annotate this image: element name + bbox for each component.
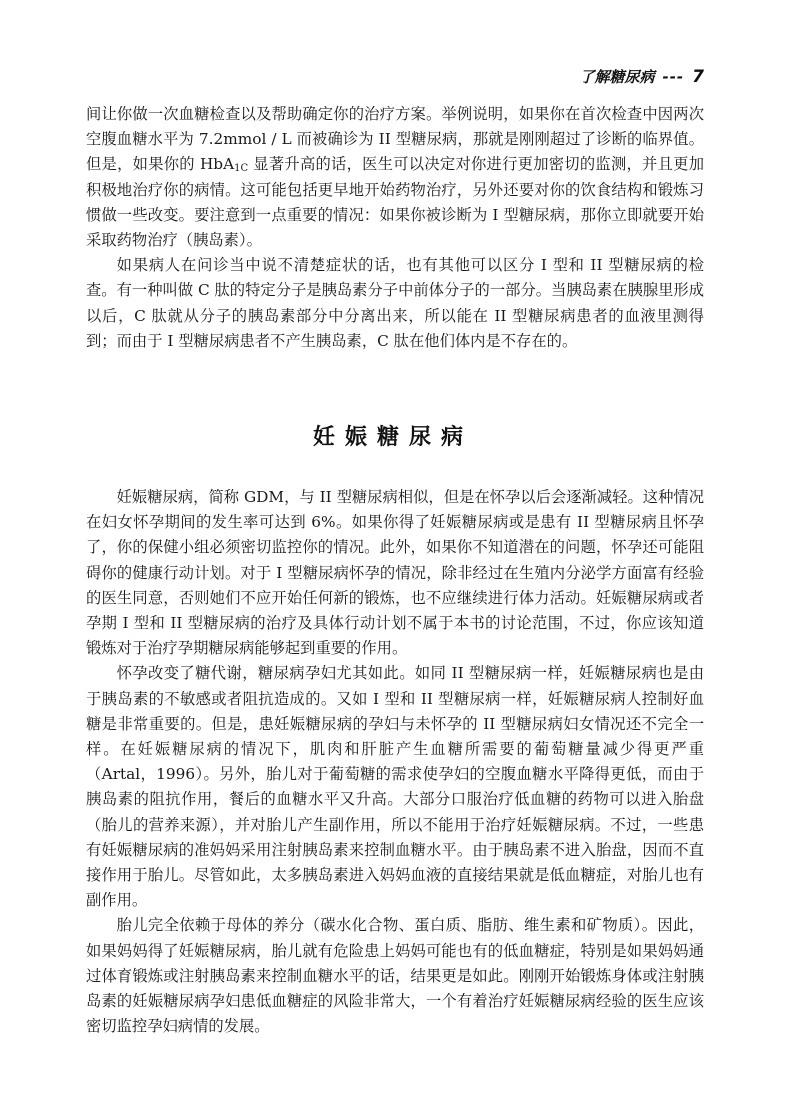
paragraph-2: 如果病人在问诊当中说不清楚症状的话，也有其他可以区分 I 型和 II 型糖尿病的检查。有一种叫做 C 肽的特定分子是胰岛素分子中前体分子的一部分。当胰岛素在胰腺里形成以后，C 肽就从分子的胰岛素部分中分离出来，所以能在 II 型糖尿病患者的血液里测得到；而由于 I 型糖尿病患者不产生胰岛素，C 肽在他们体内是不存在的。 xyxy=(86,256,705,350)
running-head-title: 了解糖尿病 xyxy=(579,68,655,86)
running-head-dashes: --- xyxy=(662,68,685,86)
running-head xyxy=(579,66,704,87)
section-paragraph-1: 妊娠糖尿病，简称 GDM，与 II 型糖尿病相似，但是在怀孕以后会逐渐减轻。这种情况在妇女怀孕期间的发生率可达到 6%。如果你得了妊娠糖尿病或是患有 II 型糖尿病且怀孕了，你的保健小组必须密切监控你的情况。此外，如果你不知道潜在的问题，怀孕还可能阻碍你的健康行动计划。对于 I 型糖尿病怀孕的情况，除非经过在生殖内分泌学方面富有经验的医生同意，否则她们不应开始任何新的锻炼，也不应继续进行体力活动。妊娠糖尿病或者孕期 I 型和 II 型糖尿病的治疗及具体行动计划不属于本书的讨论范围，不过，你应该知道锻炼对于治疗孕期糖尿病能够起到重要的作用。 xyxy=(86,488,704,658)
paragraph-1-text-a: 间让你做一次血糖检查以及帮助确定你的治疗方案。举例说明，如果你在首次检查中因两次空腹血糖水平为 7.2mmol / L 而被确诊为 II 型糖尿病，那就是刚刚超过了诊断的临界值。但是，如果你的 HbA xyxy=(86,105,704,174)
text-block-top xyxy=(86,102,704,354)
hba1c-subscript: 1C xyxy=(234,163,249,175)
text-block-section xyxy=(86,485,704,1039)
section-title: 妊娠糖尿病 xyxy=(312,425,473,450)
paragraph-1 xyxy=(86,102,704,253)
section-paragraph-3: 胎儿完全依赖于母体的养分（碳水化合物、蛋白质、脂肪、维生素和矿物质）。因此，如果妈妈得了妊娠糖尿病，胎儿就有危险患上妈妈可能也有的低血糖症，特别是如果妈妈通过体育锻炼或注射胰岛素来控制血糖水平的话，结果更是如此。刚刚开始锻炼身体或注射胰岛素的妊娠糖尿病孕妇患低血糖症的风险非常大，一个有着治疗妊娠糖尿病经验的医生应该密切监控孕妇病情的发展。 xyxy=(86,916,704,1036)
page-number: 7 xyxy=(692,67,704,87)
section-paragraph-2: 怀孕改变了糖代谢，糖尿病孕妇尤其如此。如同 II 型糖尿病一样，妊娠糖尿病也是由于胰岛素的不敏感或者阻抗造成的。又如 I 型和 II 型糖尿病一样，妊娠糖尿病人控制好血糖是非常重要的。但是，患妊娠糖尿病的孕妇与未怀孕的 II 型糖尿病妇女情况还不完全一样。在妊娠糖尿病的情况下，肌肉和肝脏产生血糖所需要的葡萄糖量减少得更严重（Artal，1996）。另外，胎儿对于葡萄糖的需求使孕妇的空腹血糖水平降得更低，而由于胰岛素的阻抗作用，餐后的血糖水平又升高。大部分口服治疗低血糖的药物可以进入胎盘（胎儿的营养来源），并对胎儿产生副作用，所以不能用于治疗妊娠糖尿病。不过，一些患有妊娠糖尿病的准妈妈采用注射胰岛素来控制血糖水平。由于胰岛素不进入胎盘，因而不直接作用于胎儿。尽管如此，太多胰岛素进入妈妈血液的直接结果就是低血糖症，对胎儿也有副作用。 xyxy=(86,664,704,910)
paragraph-1-text-b: 显著升高的话，医生可以决定对你进行更加密切的监测，并且更加积极地治疗你的病情。这可能包括更早地开始药物治疗，另外还要对你的饮食结构和锻炼习惯做一些改变。要注意到一点重要的情况：如果你被诊断为 I 型糖尿病，那你立即就要开始采取药物治疗（胰岛素）。 xyxy=(86,155,704,250)
